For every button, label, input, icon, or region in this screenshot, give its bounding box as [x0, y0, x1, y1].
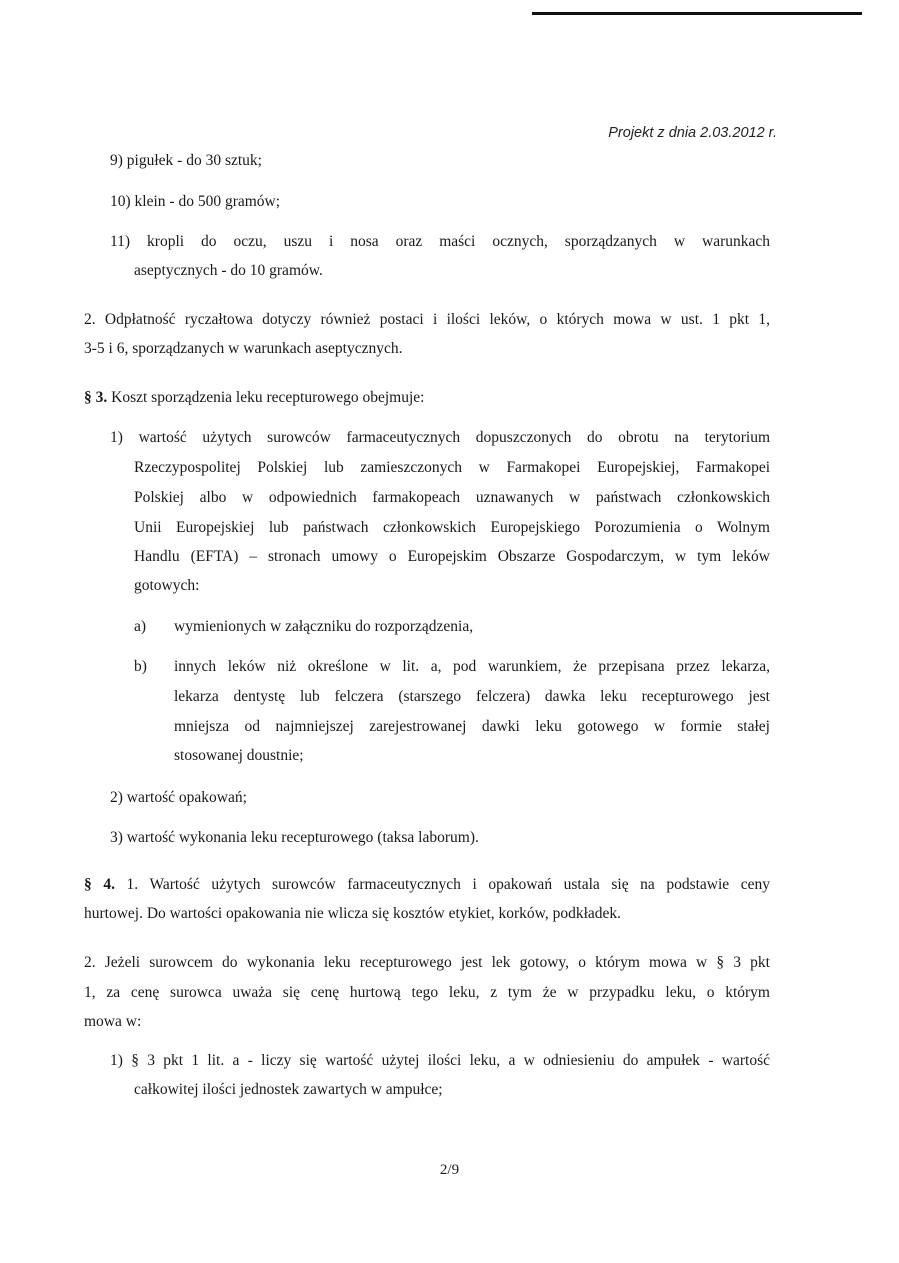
s3-item-2: 2) wartość opakowań; — [110, 789, 247, 806]
s4-p1-line-1 — [84, 875, 770, 895]
section-4-mark: § 4. — [84, 876, 115, 893]
list-item-9: 9) pigułek - do 30 sztuk; — [110, 152, 262, 169]
list-item-10: 10) klein - do 500 gramów; — [110, 193, 281, 210]
s3-item-1-line-6: gotowych: — [134, 577, 200, 594]
s3-item-1-line-2: Rzeczypospolitej Polskiej lub zamieszczonych w Farmakopei Europejskiej, Farmakopei — [134, 459, 770, 476]
s4-item-1-line-2: całkowitej ilości jednostek zawartych w ampułce; — [134, 1081, 443, 1098]
section-3-mark: § 3. — [84, 389, 108, 406]
top-rule — [532, 12, 862, 15]
s3-item-3: 3) wartość wykonania leku recepturowego (taksa laborum). — [110, 829, 479, 846]
project-note: Projekt z dnia 2.03.2012 r. — [608, 125, 777, 141]
s4-p1-line-2: hurtowej. Do wartości opakowania nie wlicza się kosztów etykiet, korków, podkładek. — [84, 905, 622, 922]
s3-sub-a-letter: a) — [134, 618, 147, 635]
section-3-heading-text: Koszt sporządzenia leku recepturowego obejmuje: — [111, 389, 425, 406]
section-3-heading — [84, 388, 424, 408]
page-number: 2/9 — [439, 1162, 460, 1178]
s3-sub-b-line-3: mniejsza od najmniejszej zarejestrowanej dawki leku gotowego w formie stałej — [174, 718, 770, 735]
s3-item-1-line-5: Handlu (EFTA) – stronach umowy o Europejskim Obszarze Gospodarczym, w tym leków — [134, 548, 770, 565]
s3-item-1-line-3: Polskiej albo w odpowiednich farmakopeach uznawanych w państwach członkowskich — [134, 489, 770, 506]
s3-item-1-line-1: 1) wartość użytych surowców farmaceutycznych dopuszczonych do obrotu na terytorium — [110, 429, 770, 446]
s3-sub-b-line-2: lekarza dentystę lub felczera (starszego felczera) dawka leku recepturowego jest — [174, 688, 770, 705]
s3-sub-b-line-4: stosowanej doustnie; — [174, 747, 304, 764]
s4-item-1-line-1: 1) § 3 pkt 1 lit. a - liczy się wartość użytej ilości leku, a w odniesieniu do ampułek - wartość — [110, 1052, 770, 1069]
s4-p2-line-2: 1, za cenę surowca uważa się cenę hurtową tego leku, z tym że w przypadku leku, o którym — [84, 984, 770, 1001]
s3-item-1-line-4: Unii Europejskiej lub państwach członkowskich Europejskiego Porozumienia o Wolnym — [134, 519, 770, 536]
s4-p2-line-3: mowa w: — [84, 1013, 142, 1030]
list-item-11-cont: aseptycznych - do 10 gramów. — [134, 262, 323, 279]
s4-p1-text: 1. Wartość użytych surowców farmaceutycznych i opakowań ustala się na podstawie ceny — [126, 876, 771, 893]
s3-sub-b-line-1: innych leków niż określone w lit. a, pod warunkiem, że przepisana przez lekarza, — [174, 658, 770, 675]
s3-sub-a: wymienionych w załączniku do rozporządzenia, — [174, 618, 474, 635]
paragraph-2-line-2: 3-5 i 6, sporządzanych w warunkach aseptycznych. — [84, 340, 403, 357]
list-item-11: 11) kropli do oczu, uszu i nosa oraz maści ocznych, sporządzanych w warunkach — [110, 233, 770, 250]
paragraph-2-line-1: 2. Odpłatność ryczałtowa dotyczy również postaci i ilości leków, o których mowa w ust. 1 pkt 1, — [84, 311, 770, 328]
s4-p2-line-1: 2. Jeżeli surowcem do wykonania leku recepturowego jest lek gotowy, o którym mowa w § 3 pkt — [84, 954, 770, 971]
s3-sub-b-letter: b) — [134, 658, 147, 675]
